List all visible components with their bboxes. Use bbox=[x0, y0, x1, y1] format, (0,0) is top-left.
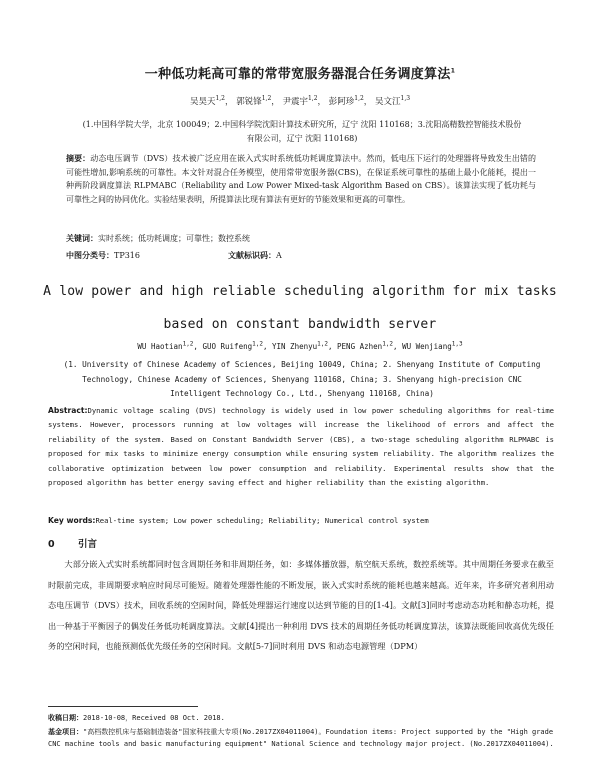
paper-title-en: A low power and high reliable scheduling algorithm for mix tasks based on constant bandwidth server bbox=[43, 284, 557, 332]
affiliation-en: (1. University of Chinese Academy of Sciences, Beijing 10049, China; 2. Shenyang Institute of Computing Technology, Chinese Academy of Sciences, Shenyang 110168, China; 3. Shenyang high-precision CNC Intelligent Technology Co., Ltd., Shenyang 110168, China) bbox=[63, 360, 541, 399]
classification-cn bbox=[66, 250, 536, 261]
abstract-cn bbox=[66, 152, 536, 206]
funding-text: "高档数控机床与基础制造装备"国家科技重大专项(No.2017ZX04011004)。Foundation items: Project supported by the "High grade CNC machine tools and basic manufacturing equipment" National Science and technology major project. (No.2017ZX04011004). bbox=[48, 728, 554, 748]
paper-title-cn bbox=[0, 63, 600, 82]
title-cn-text: 一种低功耗高可靠的常带宽服务器混合任务调度算法 bbox=[144, 67, 451, 82]
keywords-cn bbox=[66, 233, 536, 244]
class-number-value: TP316 bbox=[114, 251, 140, 260]
section-number: 0 bbox=[48, 539, 55, 550]
class-number-label: 中图分类号： bbox=[66, 251, 114, 260]
affiliation-cn: (1.中国科学院大学，北京 100049；2.中国科学院沈阳计算技术研究所，辽宁 沈阳 110168；3.沈阳高精数控智能技术股份有限公司，辽宁 沈阳 110168) bbox=[82, 120, 522, 143]
funding-label: 基金项目： bbox=[48, 728, 83, 736]
author-cn: 尹震宇$^{1,2}$ bbox=[282, 95, 318, 107]
document-code-value: A bbox=[276, 251, 282, 260]
received-text: 2018-10-08，Received 08 Oct. 2018. bbox=[83, 714, 225, 722]
abstract-cn-text: 动态电压调节（DVS）技术被广泛应用在嵌入式实时系统低功耗调度算法中。然而，低电压下运行的处理器将导致发生出错的可能性增加,影响系统的可靠性。本文针对混合任务模型，使用常带宽服务器(CBS)，在保证系统可靠性的基础上最小化能耗，提出一种两阶段调度算法 RLPMABC（Reliability and Low Power Mixed-task Algorithm Based on CBS）。该算法实现了低功耗与可靠性之间的协同优化。实验结果表明，所提算法比现有算法有更好的节能效果和更高的可靠性。 bbox=[66, 154, 537, 204]
author-en: WU Haotian$^{1,2}$ bbox=[137, 340, 194, 351]
authors-en: WU Haotian$^{1,2}$, GUO Ruifeng$^{1,2}$, YIN Zhenyu$^{1,2}$, PENG Azhen$^{1,2}$, WU Wenjiang$^{1,3}$ bbox=[137, 340, 463, 351]
abstract-en bbox=[48, 404, 554, 490]
keywords-en-text: Real-time system; Low power scheduling; Reliability; Numerical control system bbox=[95, 516, 429, 525]
footnote-received bbox=[48, 713, 554, 725]
author-en: GUO Ruifeng$^{1,2}$ bbox=[202, 340, 263, 351]
author-cn: 郭锐锋$^{1,2}$ bbox=[236, 95, 272, 107]
received-label: 收稿日期： bbox=[48, 714, 83, 722]
author-cn: 彭阿珍$^{1,2}$ bbox=[328, 95, 364, 107]
section-title: 引言 bbox=[78, 539, 98, 550]
abstract-en-text: Dynamic voltage scaling (DVS) technology is widely used in low power scheduling algorithms for real-time systems. However, processors running at low voltages will increase the likelihood of errors and affect the reliability of the system. Based on Constant Bandwidth Server (CBS), a two-stage scheduling algorithm RLPMABC is proposed for mix tasks to minimize energy consumption while ensuring system reliability. The algorithm realizes the collaborative optimization between low power consumption and reliability. Experimental results show that the proposed algorithm has better energy saving effect and higher reliability than the existing algorithm. bbox=[48, 406, 554, 488]
document-code bbox=[228, 250, 282, 261]
footnote-funding bbox=[48, 727, 554, 750]
keywords-en-label: Key words: bbox=[48, 516, 96, 525]
section-body: 大部分嵌入式实时系统都同时包含周期任务和非周期任务，如：多媒体播放器，航空航天系统，数控系统等。其中周期任务要求在截至时限前完成，非周期要求响应时间尽可能短。随着处理器性能的不断发展，嵌入式实时系统的能耗也越来越高。近年来，许多研究者利用动态电压调节（DVS）技术，回收系统的空闲时间，降低处理器运行速度以达到节能的目的[1-4]。文献[3]同时考虑动态功耗和静态功耗，提出一种基于平衡因子的偶发任务低功耗调度算法。文献[4]提出一种利用 DVS 技术的周期任务低功耗调度算法，该算法既能回收高优先级任务的空闲时间，也能预测低优先级任务的空闲时间。文献[5-7]同时利用 DVS 和动态电源管理（DPM） bbox=[48, 559, 554, 651]
author-cn: 吴昊天$^{1,2}$ bbox=[189, 95, 225, 107]
keywords-en bbox=[48, 516, 554, 525]
title-footnote-mark: 1 bbox=[450, 67, 456, 75]
abstract-cn-label: 摘要： bbox=[66, 154, 91, 163]
keywords-cn-label: 关键词： bbox=[66, 234, 98, 243]
section-heading bbox=[48, 536, 97, 550]
author-en: PENG Azhen$^{1,2}$ bbox=[337, 340, 394, 351]
abstract-en-label: Abstract: bbox=[48, 406, 88, 415]
author-cn: 吴文江$^{1,3}$ bbox=[375, 95, 411, 107]
footnote-divider bbox=[48, 706, 198, 707]
document-code-label: 文献标识码： bbox=[228, 251, 276, 260]
author-en: WU Wenjiang$^{1,3}$ bbox=[402, 340, 463, 351]
authors-cn: 吴昊天$^{1,2}$， 郭锐锋$^{1,2}$， 尹震宇$^{1,2}$， 彭阿珍$^{1,2}$， 吴文江$^{1,3}$ bbox=[189, 95, 411, 107]
keywords-cn-text: 实时系统；低功耗调度；可靠性；数控系统 bbox=[98, 234, 250, 243]
author-en: YIN Zhenyu$^{1,2}$ bbox=[272, 340, 328, 351]
